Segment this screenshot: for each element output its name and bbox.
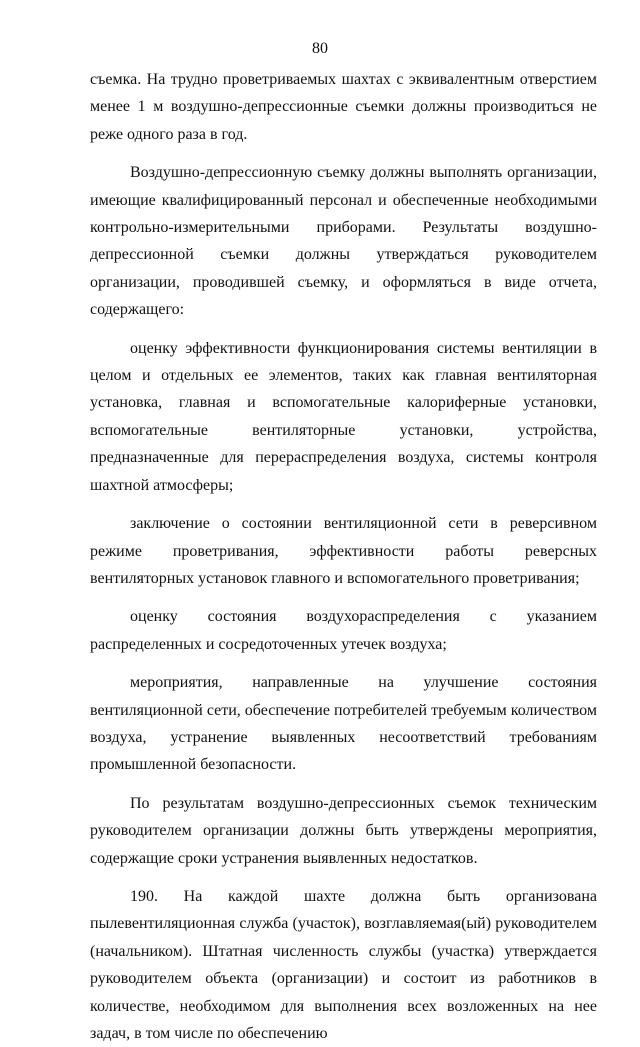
paragraph-survey-requirements: Воздушно-депрессионную съемку должны выполнять организации, имеющие квалифицированный персонал и обеспеченные необходимыми контрольно-измерительными приборами. Результаты воздушно-депрессионной съемки должны утверждаться руководителем организации, проводившей съемку, и оформляться в виде отчета, содержащего: (90, 164, 597, 319)
paragraph-clause-190: 190. На каждой шахте должна быть организована пылевентиляционная служба (участок), возглавляемая(ый) руководителем (начальником). Штатная численность службы (участка) утверждается руководителем объекта (организации) и состоит из работников в количестве, необходимом для выполнения всех возложенных на нее задач, в том числе по обеспечению (90, 887, 597, 1042)
paragraph-continuation: съемка. На трудно проветриваемых шахтах с эквивалентным отверстием менее 1 м воздушно-депрессионные съемки должны производиться не реже одного раза в год. (90, 71, 597, 143)
document-body (90, 66, 597, 1047)
paragraph-list-item-air-distribution: оценку состояния воздухораспределения с указанием распределенных и сосредоточенных утечек воздуха; (90, 608, 597, 653)
paragraph-list-item-reverse-mode: заключение о состоянии вентиляционной сети в реверсивном режиме проветривания, эффективности работы реверсных вентиляторных установок главного и вспомогательного проветривания; (90, 515, 597, 587)
paragraph-list-item-efficiency: оценку эффективности функционирования системы вентиляции в целом и отдельных ее элементов, таких как главная вентиляторная установка, главная и вспомогательные калориферные установки, вспомогательные вентиляторные установки, устройства, предназначенные для перераспределения воздуха, системы контроля шахтной атмосферы; (90, 339, 597, 494)
paragraph-approval: По результатам воздушно-депрессионных съемок техническим руководителем организации должны быть утверждены мероприятия, содержащие сроки устранения выявленных недостатков. (90, 794, 597, 867)
page-number: 80 (312, 40, 328, 57)
paragraph-list-item-measures: мероприятия, направленные на улучшение состояния вентиляционной сети, обеспечение потребителей требуемым количеством воздуха, устранение выявленных несоответствий требованиям промышленной безопасности. (90, 674, 597, 774)
